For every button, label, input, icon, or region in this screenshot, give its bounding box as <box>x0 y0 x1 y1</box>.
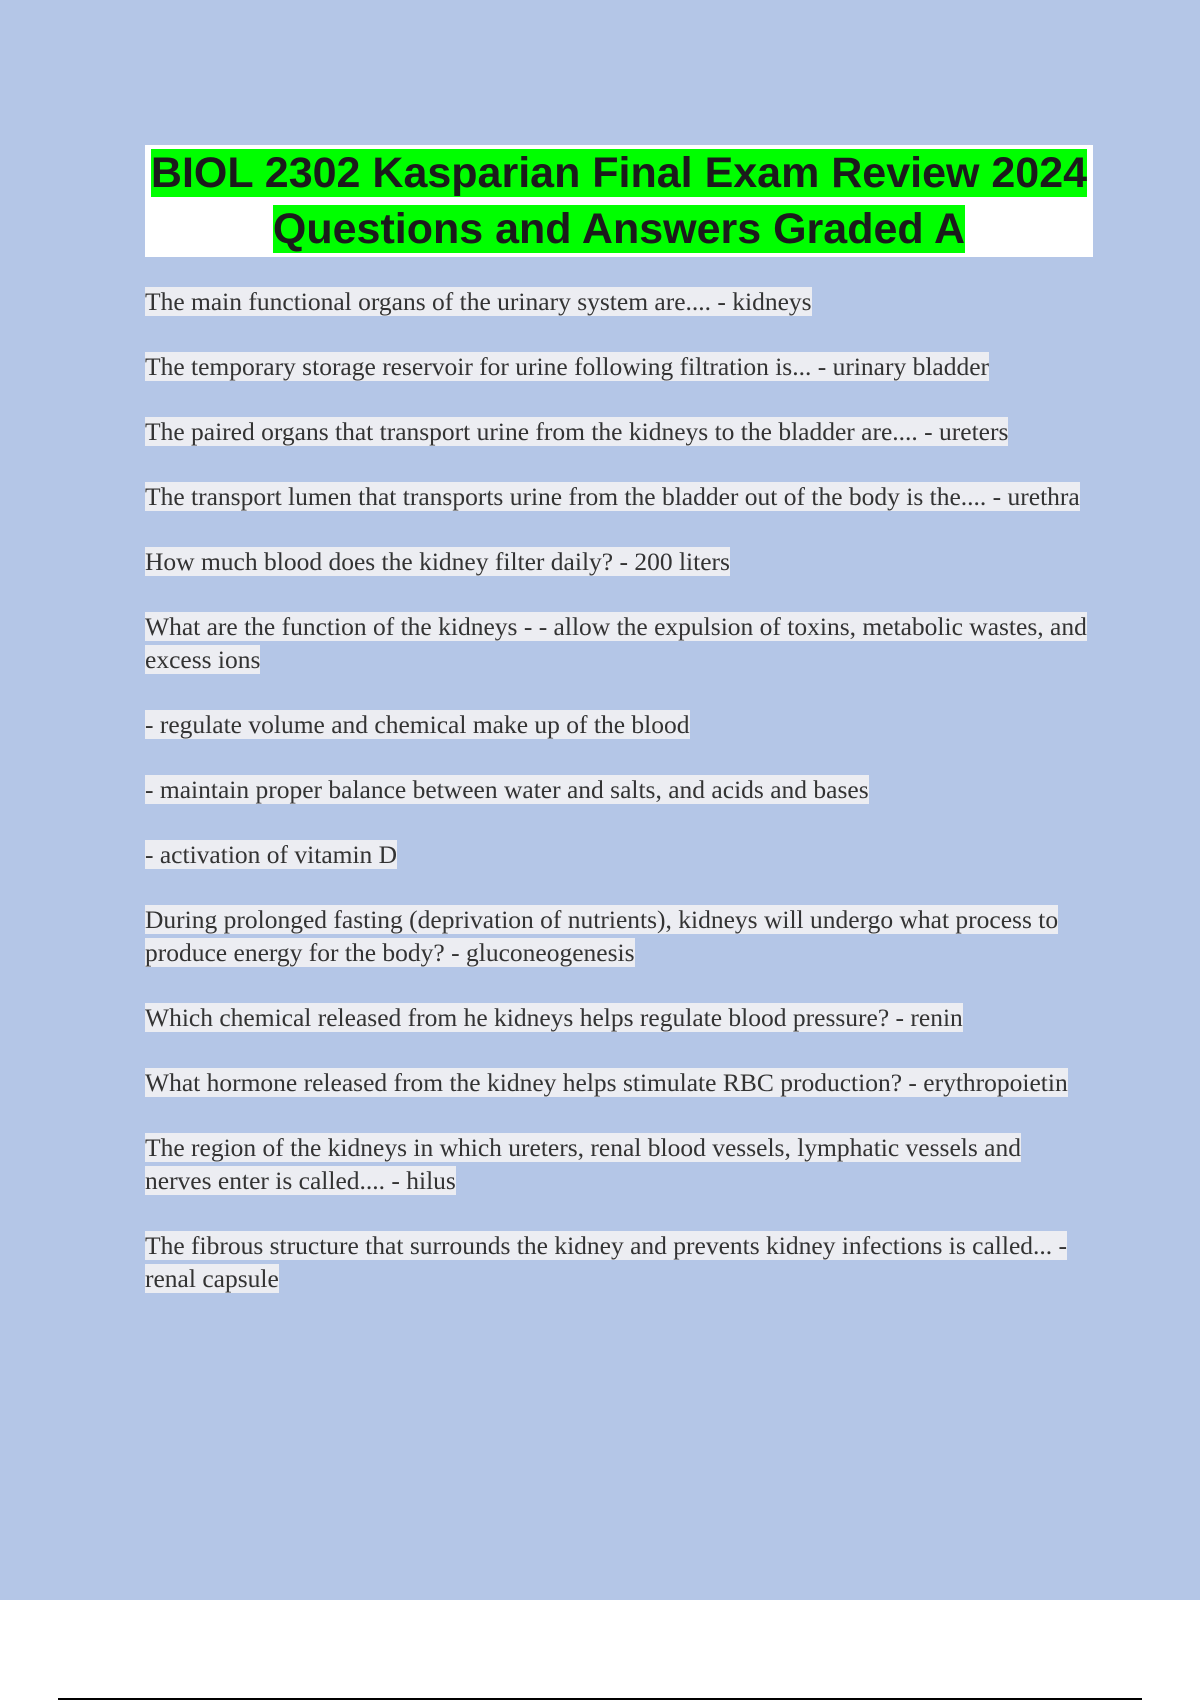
qa-item: During prolonged fasting (deprivation of nutrients), kidneys will undergo what process to produce energy for the body? - gluconeogenesis <box>145 905 1059 967</box>
qa-item: The temporary storage reservoir for urine following filtration is... - urinary bladder <box>145 352 990 381</box>
qa-item: The fibrous structure that surrounds the kidney and prevents kidney infections is called... - renal capsule <box>145 1231 1068 1293</box>
qa-item: - regulate volume and chemical make up of the blood <box>145 710 690 739</box>
qa-item: The region of the kidneys in which ureters, renal blood vessels, lymphatic vessels and nerves enter is called.... - hilus <box>145 1133 1021 1195</box>
document-title <box>145 145 1093 257</box>
qa-item: How much blood does the kidney filter daily? - 200 liters <box>145 547 730 576</box>
qa-item: The paired organs that transport urine from the kidneys to the bladder are.... - ureters <box>145 417 1009 446</box>
qa-item: - maintain proper balance between water and salts, and acids and bases <box>145 775 869 804</box>
qa-item: What are the function of the kidneys - - allow the expulsion of toxins, metabolic wastes, and excess ions <box>145 612 1087 674</box>
title-block <box>145 145 1093 257</box>
qa-item: What hormone released from the kidney helps stimulate RBC production? - erythropoietin <box>145 1068 1068 1097</box>
qa-item: - activation of vitamin D <box>145 840 398 869</box>
qa-item: The main functional organs of the urinary system are.... - kidneys <box>145 287 812 316</box>
document-body <box>145 145 1093 1327</box>
qa-item: The transport lumen that transports urine from the bladder out of the body is the.... - urethra <box>145 482 1080 511</box>
qa-item: Which chemical released from he kidneys helps regulate blood pressure? - renin <box>145 1003 963 1032</box>
document-title-text: BIOL 2302 Kasparian Final Exam Review 2024 Questions and Answers Graded A <box>150 149 1088 253</box>
